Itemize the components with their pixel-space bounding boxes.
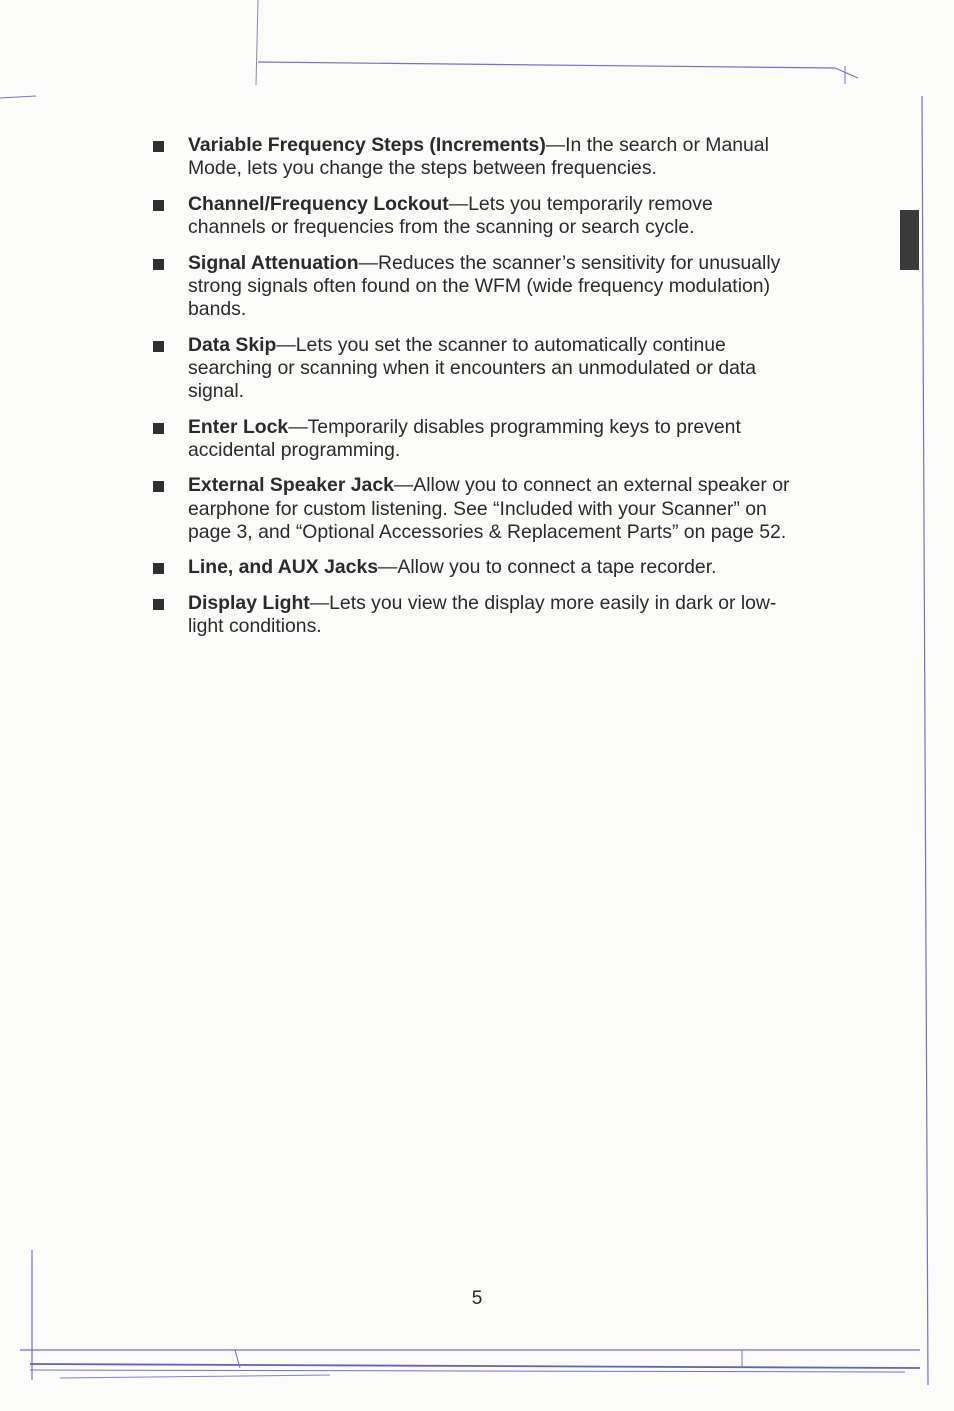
feature-description: —Lets you view the display more easily in dark or low-light conditions. — [188, 591, 777, 638]
square-bullet-icon — [153, 563, 164, 574]
feature-description: —Lets you temporarily remove channels or frequencies from the scanning or search cycle. — [188, 192, 713, 238]
feature-term: Channel/Frequency Lockout — [188, 192, 449, 215]
feature-description: —Lets you set the scanner to automatically continue searching or scanning when it encounters an unmodulated or data signal. — [188, 333, 757, 402]
feature-term: Variable Frequency Steps (Increments) — [188, 134, 546, 156]
square-bullet-icon — [153, 200, 164, 211]
section-thumb-tab — [900, 210, 919, 270]
list-item — [150, 252, 790, 322]
feature-description: —In the search or Manual Mode, lets you change the steps between frequencies. — [188, 134, 769, 180]
list-item — [150, 416, 790, 462]
feature-description: —Allow you to connect an external speaker or earphone for custom listening. See “Included with your Scanner” on page 3, and “Optional Accessories & Replacement Parts” on page 52. — [188, 474, 790, 543]
list-item — [150, 193, 790, 239]
feature-term: Line, and AUX Jacks — [188, 556, 379, 579]
feature-term: Signal Attenuation — [188, 251, 359, 274]
square-bullet-icon — [153, 599, 164, 610]
list-item — [150, 334, 790, 404]
feature-term: Enter Lock — [188, 415, 289, 438]
feature-term: External Speaker Jack — [188, 474, 394, 497]
square-bullet-icon — [153, 259, 164, 270]
square-bullet-icon — [153, 341, 164, 352]
list-item — [150, 556, 790, 579]
feature-description: —Allow you to connect a tape recorder. — [378, 556, 717, 579]
square-bullet-icon — [153, 141, 164, 152]
square-bullet-icon — [153, 423, 164, 434]
feature-list — [150, 134, 790, 651]
feature-term: Display Light — [188, 591, 310, 614]
feature-description: —Reduces the scanner’s sensitivity for unusually strong signals often found on the WFM (wide frequency modulation) bands. — [188, 251, 781, 320]
square-bullet-icon — [153, 481, 164, 492]
list-item — [150, 592, 790, 638]
page-number: 5 — [471, 1288, 483, 1309]
list-item — [150, 134, 790, 180]
feature-term: Data Skip — [188, 333, 277, 356]
list-item — [150, 474, 790, 544]
feature-description: —Temporarily disables programming keys to prevent accidental programming. — [188, 415, 741, 461]
